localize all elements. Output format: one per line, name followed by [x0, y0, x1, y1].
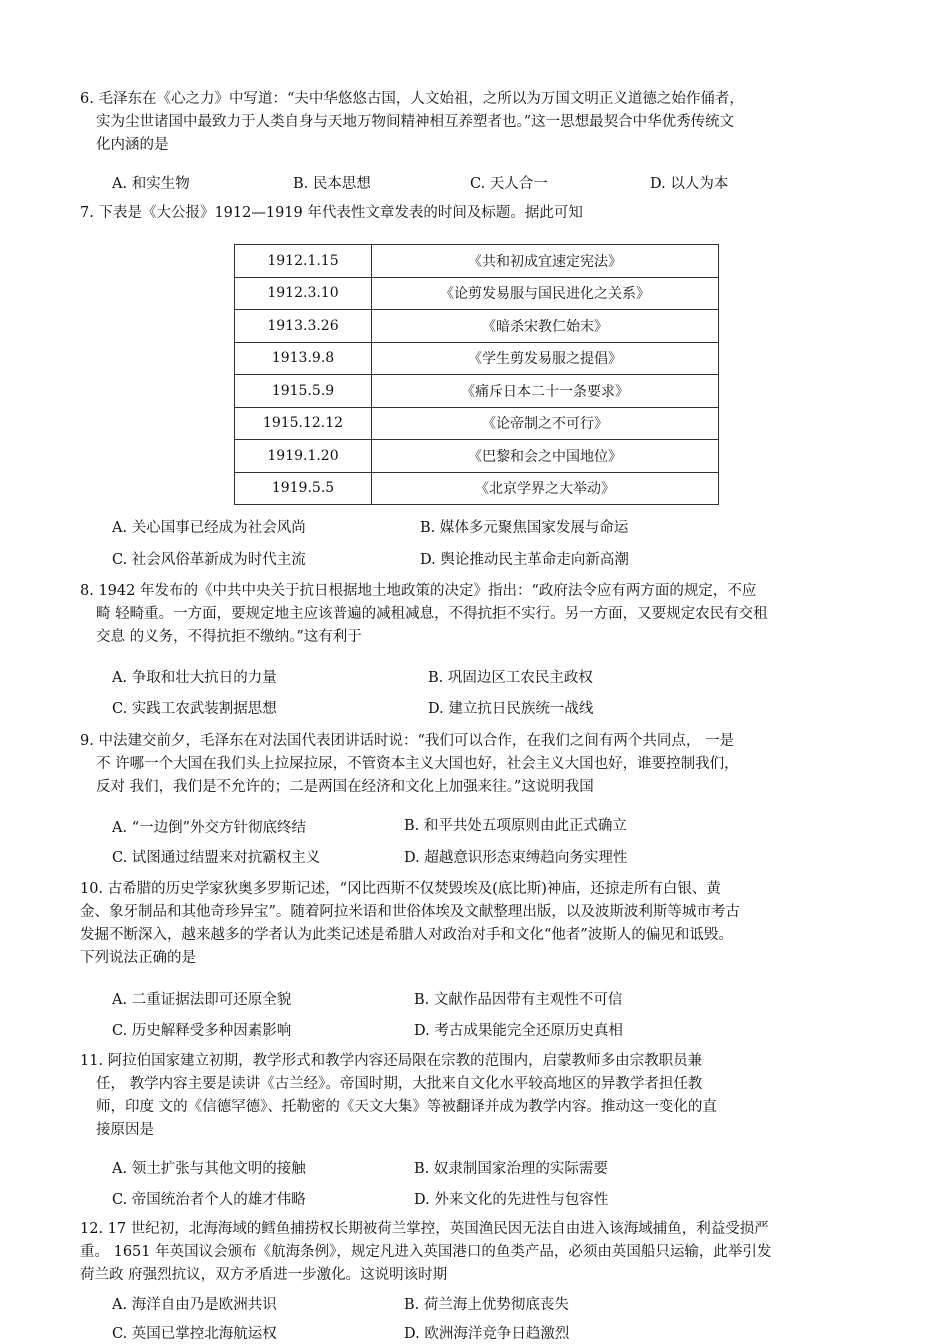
table-cell-title: 《痛斥日本二十一条要求》 [372, 375, 719, 408]
table-cell-title: 《北京学界之大举动》 [372, 472, 719, 505]
q12-option-c[interactable]: C. 英国已掌控北海航运权 [112, 1326, 277, 1342]
stem-line: 下列说法正确的是 [80, 950, 196, 966]
table-cell-title: 《暗杀宋教仁始末》 [372, 310, 719, 343]
stem-line: 交息 的义务，不得抗拒不缴纳。”这有利于 [96, 629, 362, 645]
question-9-stem [80, 730, 880, 799]
stem-line: 8. 1942 年发布的《中共中央关于抗日根据地土地政策的决定》指出：“政府法令应有两方面的规定，不应 [80, 583, 757, 599]
table-cell-date: 1915.12.12 [235, 407, 372, 440]
q11-option-a[interactable]: A. 领土扩张与其他文明的接触 [112, 1161, 306, 1177]
q8-option-c[interactable]: C. 实践工农武装割据思想 [112, 701, 277, 717]
stem-line: 9. 中法建交前夕，毛泽东在对法国代表团讲话时说：“我们可以合作，在我们之间有两个共同点， 一是 [80, 733, 734, 749]
stem-line: 发掘不断深入，越来越多的学者认为此类记述是希腊人对政治对手和文化“他者”波斯人的偏见和诋毁。 [80, 927, 733, 943]
question-11-stem [80, 1050, 880, 1142]
q6-option-a[interactable]: A. 和实生物 [112, 176, 190, 192]
q11-option-c[interactable]: C. 帝国统治者个人的雄才伟略 [112, 1192, 306, 1208]
q9-option-d[interactable]: D. 超越意识形态束缚趋向务实理性 [404, 850, 628, 866]
q11-option-d[interactable]: D. 外来文化的先进性与包容性 [414, 1192, 609, 1208]
q10-option-b[interactable]: B. 文献作品因带有主观性不可信 [414, 992, 623, 1008]
stem-line: 不 许哪一个大国在我们头上拉屎拉尿，不管资本主义大国也好，社会主义大国也好，谁要控制我们， [96, 756, 739, 772]
q9-option-b[interactable]: B. 和平共处五项原则由此正式确立 [404, 818, 627, 834]
q7-option-b[interactable]: B. 媒体多元聚焦国家发展与命运 [420, 520, 629, 536]
table-row [235, 277, 719, 310]
table-cell-date: 1912.3.10 [235, 277, 372, 310]
q6-option-c[interactable]: C. 天人合一 [470, 176, 548, 192]
table-row [235, 407, 719, 440]
stem-line: 6. 毛泽东在《心之力》中写道：“夫中华悠悠古国，人文始祖，之所以为万国文明正义道德之始作俑者， [80, 91, 744, 107]
table-cell-date: 1913.9.8 [235, 342, 372, 375]
table-cell-date: 1915.5.9 [235, 375, 372, 408]
question-12-stem [80, 1218, 880, 1287]
table-cell-title: 《论帝制之不可行》 [372, 407, 719, 440]
q7-option-d[interactable]: D. 舆论推动民主革命走向新高潮 [420, 552, 629, 568]
table-cell-date: 1919.1.20 [235, 440, 372, 473]
q6-option-b[interactable]: B. 民本思想 [293, 176, 371, 192]
stem-line: 重。 1651 年英国议会颁布《航海条例》，规定凡进入英国港口的鱼类产品，必须由英国船只运输，此举引发 [80, 1244, 772, 1260]
stem-line: 任， 教学内容主要是读讲《古兰经》。帝国时期，大批来自文化水平较高地区的异教学者担任教 [96, 1076, 703, 1092]
q12-option-a[interactable]: A. 海洋自由乃是欧洲共识 [112, 1297, 277, 1313]
table-cell-title: 《共和初成宜速定宪法》 [372, 245, 719, 278]
table-row [235, 440, 719, 473]
stem-line: 畸 轻畸重。一方面，要规定地主应该普遍的减租减息，不得抗拒不实行。另一方面，又要规定农民有交租 [96, 606, 768, 622]
stem-line: 接原因是 [96, 1122, 154, 1138]
stem-line: 反对 我们，我们是不允许的；二是两国在经济和文化上加强来往。”这说明我国 [96, 779, 594, 795]
q9-option-c[interactable]: C. 试图通过结盟来对抗霸权主义 [112, 850, 321, 866]
stem-line: 化内涵的是 [96, 137, 169, 153]
q7-option-c[interactable]: C. 社会风俗革新成为时代主流 [112, 552, 306, 568]
q11-option-b[interactable]: B. 奴隶制国家治理的实际需要 [414, 1161, 608, 1177]
table-cell-title: 《学生剪发易服之提倡》 [372, 342, 719, 375]
table-cell-title: 《论剪发易服与国民进化之关系》 [372, 277, 719, 310]
question-10-stem [80, 878, 880, 970]
question-8-stem [80, 580, 880, 649]
q8-option-b[interactable]: B. 巩固边区工农民主政权 [428, 670, 593, 686]
table-row [235, 245, 719, 278]
stem-line: 10. 古希腊的历史学家狄奥多罗斯记述，“冈比西斯不仅焚毁埃及(底比斯)神庙，还掠走所有白银、黄 [80, 881, 721, 897]
stem-line: 12. 17 世纪初，北海海域的鳕鱼捕捞权长期被荷兰掌控，英国渔民因无法自由进入该海域捕鱼，利益受损严 [80, 1221, 769, 1237]
q10-option-c[interactable]: C. 历史解释受多种因素影响 [112, 1023, 292, 1039]
stem-line: 7. 下表是《大公报》1912—1919 年代表性文章发表的时间及标题。据此可知 [80, 205, 583, 221]
q9-option-a[interactable]: A. “一边倒”外交方针彻底终结 [112, 820, 307, 836]
stem-line: 11. 阿拉伯国家建立初期，教学形式和教学内容还局限在宗教的范围内，启蒙教师多由宗教职员兼 [80, 1053, 703, 1069]
q7-option-a[interactable]: A. 关心国事已经成为社会风尚 [112, 520, 306, 536]
stem-line: 荷兰政 府强烈抗议，双方矛盾进一步激化。这说明该时期 [80, 1267, 448, 1283]
q10-option-a[interactable]: A. 二重证据法即可还原全貌 [112, 992, 292, 1008]
q12-option-b[interactable]: B. 荷兰海上优势彻底丧失 [404, 1297, 569, 1313]
q12-option-d[interactable]: D. 欧洲海洋竞争日趋激烈 [404, 1326, 570, 1342]
question-6-stem [80, 88, 880, 157]
table-cell-date: 1912.1.15 [235, 245, 372, 278]
stem-line: 师，印度 文的《信德罕德》、托勒密的《天文大集》等被翻译并成为教学内容。推动这一变化的直 [96, 1099, 717, 1115]
table-row [235, 375, 719, 408]
table-row [235, 472, 719, 505]
table-cell-title: 《巴黎和会之中国地位》 [372, 440, 719, 473]
table-row [235, 342, 719, 375]
q8-option-a[interactable]: A. 争取和壮大抗日的力量 [112, 670, 277, 686]
table-row [235, 310, 719, 343]
q8-option-d[interactable]: D. 建立抗日民族统一战线 [428, 701, 594, 717]
table-cell-date: 1913.3.26 [235, 310, 372, 343]
stem-line: 实为尘世诸国中最致力于人类自身与天地万物间精神相互养塑者也。”这一思想最契合中华优秀传统文 [96, 114, 735, 130]
q10-option-d[interactable]: D. 考古成果能完全还原历史真相 [414, 1023, 623, 1039]
article-table [234, 244, 719, 505]
stem-line: 金、象牙制品和其他奇珍异宝”。随着阿拉米语和世俗体埃及文献整理出版，以及波斯波利斯等城市考古 [80, 904, 740, 920]
question-7-stem [80, 202, 880, 225]
q6-option-d[interactable]: D. 以人为本 [650, 176, 729, 192]
table-cell-date: 1919.5.5 [235, 472, 372, 505]
